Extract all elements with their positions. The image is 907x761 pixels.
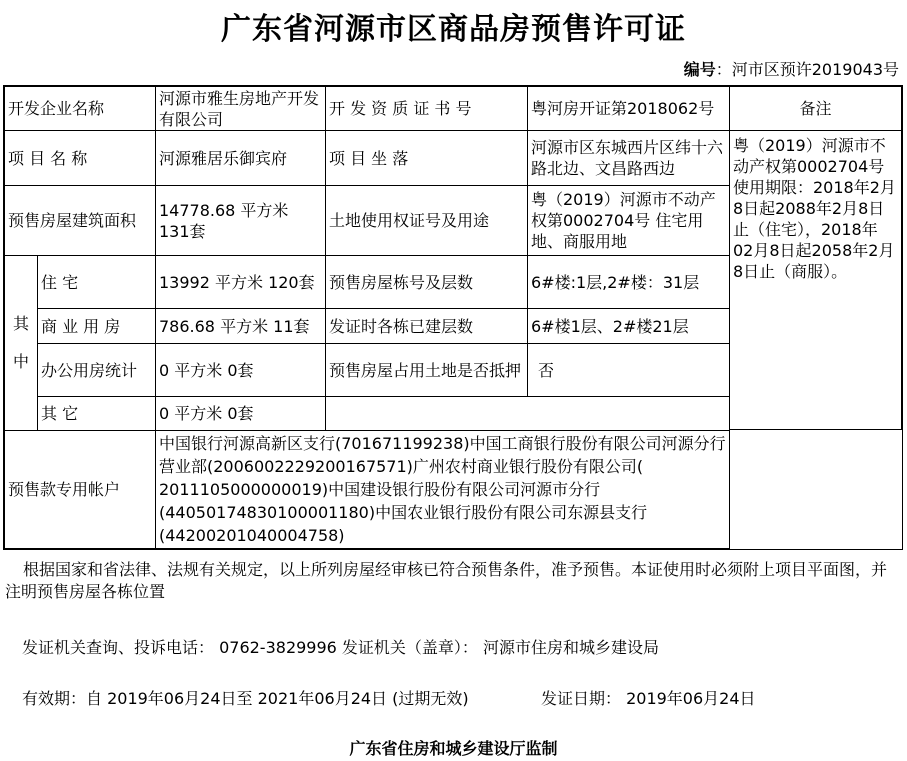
presale-area-value: 14778.68 平方米 131套 (155, 185, 326, 256)
certificate-number (684, 60, 899, 80)
commercial-label: 商 业 用 房 (37, 308, 156, 344)
permit-table (3, 85, 903, 550)
office-value: 0 平方米 0套 (155, 343, 326, 397)
validity-period: 有效期：自 2019年06月24日至 2021年06月24日 (过期无效) (22, 689, 469, 708)
presale-area-label: 预售房屋建筑面积 (4, 185, 156, 256)
qualification-value: 粤河房开证第2018062号 (527, 86, 730, 131)
number-value: ：河市区预许2019043号 (715, 60, 899, 79)
mortgage-label: 预售房屋占用土地是否抵押 (325, 343, 528, 397)
land-use-label: 土地使用权证号及用途 (325, 185, 528, 256)
office-label: 办公用房统计 (37, 343, 156, 397)
remark-label: 备注 (729, 86, 902, 131)
contact-line: 发证机关查询、投诉电话： 0762-3829996 发证机关（盖章）： 河源市住房和城乡建设局 (22, 638, 660, 657)
building-floors-label: 预售房屋栋号及层数 (325, 255, 528, 309)
other-label: 其 它 (37, 396, 156, 431)
project-location-value: 河源市区东城西片区纬十六路北边、文昌路西边 (527, 130, 730, 186)
residential-label: 住 宅 (37, 255, 156, 309)
page-title: 广东省河源市区商品房预售许可证 (221, 12, 686, 47)
number-label: 编号 (683, 60, 716, 79)
residential-value: 13992 平方米 120套 (155, 255, 326, 309)
approval-statement: 根据国家和省法律、法规有关规定，以上所列房屋经审核已符合预售条件，准予预售。本证使用时必须附上项目平面图，并注明预售房屋各栋位置 (5, 560, 888, 601)
building-floors-value: 6#楼:1层,2#楼：31层 (527, 255, 730, 309)
mortgage-value: 否 (527, 343, 730, 397)
other-value: 0 平方米 0套 (155, 396, 326, 431)
project-location-label: 项 目 坐 落 (325, 130, 528, 186)
account-value: 中国银行河源高新区支行(701671199238)中国工商银行股份有限公司河源分行营业部(2006002229200167571)广州农村商业银行股份有限公司( 2011105000000019)中国建设银行股份有限公司河源市分行(44050174830100001180)中国农业银行股份有限公司东源县支行(44200201040004758) (155, 430, 730, 549)
commercial-value: 786.68 平方米 11套 (155, 308, 326, 344)
issue-date: 发证日期： 2019年06月24日 (541, 689, 756, 708)
land-use-value: 粤（2019）河源市不动产权第0002704号 住宅用地、商服用地 (527, 185, 730, 256)
project-name-value: 河源雅居乐御宾府 (155, 130, 326, 186)
built-floors-value: 6#楼1层、2#楼21层 (527, 308, 730, 344)
qualification-label: 开 发 资 质 证 书 号 (325, 86, 528, 131)
developer-label: 开发企业名称 (4, 86, 156, 131)
supervisor-footer: 广东省住房和城乡建设厅监制 (349, 739, 558, 758)
among-label: 其中 (4, 255, 38, 431)
account-label: 预售款专用帐户 (4, 430, 156, 549)
developer-value: 河源市雅生房地产开发有限公司 (155, 86, 326, 131)
built-floors-label: 发证时各栋已建层数 (325, 308, 528, 344)
remark-value: 粤（2019）河源市不动产权第0002704号使用期限：2018年2月8日起2088年2月8日止（住宅），2018年02月8日起2058年2月8日止（商服）。 (729, 130, 902, 430)
project-name-label: 项 目 名 称 (4, 130, 156, 186)
